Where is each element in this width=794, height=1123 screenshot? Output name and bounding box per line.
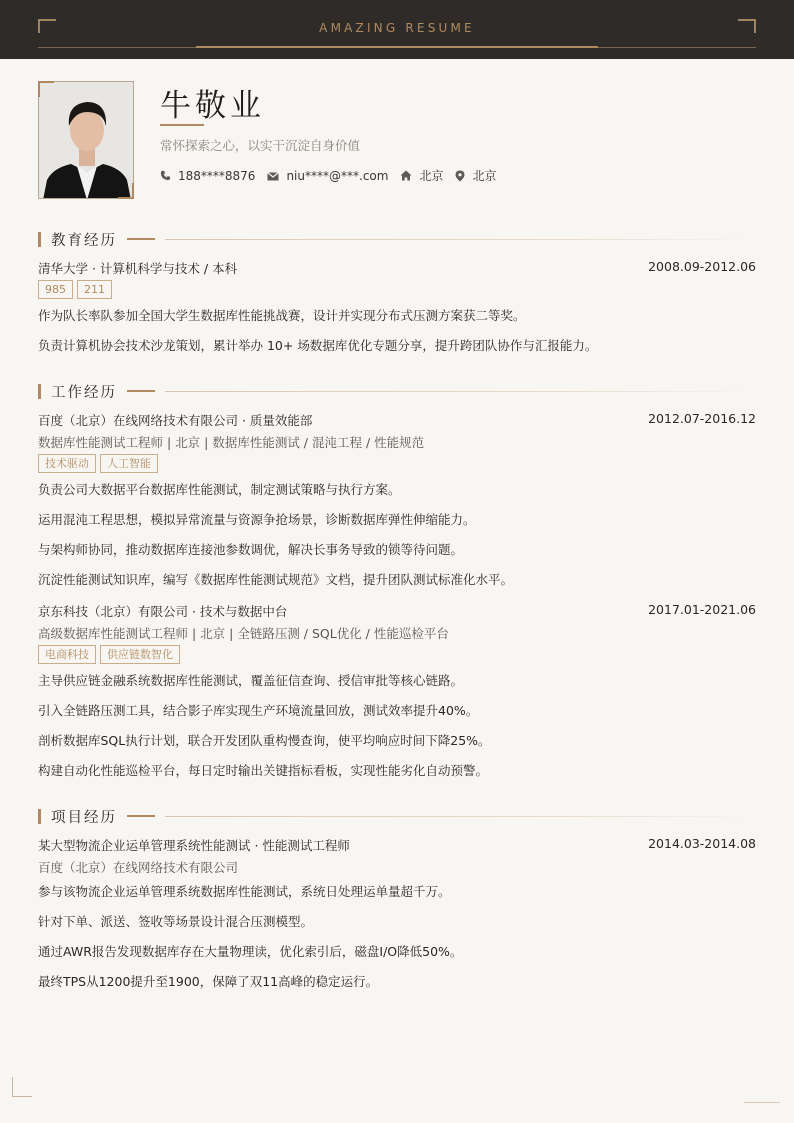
job-bullet: 运用混沌工程思想，模拟异常流量与资源争抢场景，诊断数据库弹性伸缩能力。 xyxy=(38,512,476,527)
header-bar xyxy=(0,0,794,59)
job-bullet: 与架构师协同，推动数据库连接池参数调优，解决长事务导致的锁等待问题。 xyxy=(38,542,464,557)
contact-email xyxy=(267,169,388,183)
project-title: 某大型物流企业运单管理系统性能测试 · 性能测试工程师 xyxy=(38,838,350,853)
section-dash xyxy=(127,815,155,817)
tag: 211 xyxy=(77,280,112,299)
section-dash xyxy=(127,390,155,392)
job-title: 百度（北京）在线网络技术有限公司 · 质量效能部 xyxy=(38,413,313,428)
job-tags xyxy=(38,454,162,473)
project-bullet: 参与该物流企业运单管理系统数据库性能测试，系统日处理运单量超千万。 xyxy=(38,884,451,899)
name-underline xyxy=(160,124,204,126)
location-pin-icon xyxy=(455,170,465,182)
job-bullet: 主导供应链金融系统数据库性能测试，覆盖征信查询、授信审批等核心链路。 xyxy=(38,673,464,688)
section-heading: 项目经历 xyxy=(51,809,117,826)
section-project-title xyxy=(38,808,755,824)
project-date: 2014.03-2014.08 xyxy=(648,836,756,851)
section-dash xyxy=(127,238,155,240)
job-header xyxy=(38,602,756,620)
section-rule xyxy=(165,391,755,392)
job-header xyxy=(38,411,756,429)
tag: 人工智能 xyxy=(100,454,158,473)
avatar-portrait xyxy=(39,82,134,199)
tagline: 常怀探索之心，以实干沉淀自身价值 xyxy=(160,138,361,153)
project-bullet: 针对下单、派送、签收等场景设计混合压测模型。 xyxy=(38,914,314,929)
job-title: 京东科技（北京）有限公司 · 技术与数据中台 xyxy=(38,604,288,619)
job-subtitle: 高级数据库性能测试工程师 | 北京 | 全链路压测 / SQL优化 / 性能巡检平台 xyxy=(38,626,449,641)
job-date: 2012.07-2016.12 xyxy=(648,411,756,426)
project-bullet: 通过AWR报告发现数据库存在大量物理读，优化索引后，磁盘I/O降低50%。 xyxy=(38,944,463,959)
job-bullet: 沉淀性能测试知识库，编写《数据库性能测试规范》文档，提升团队测试标准化水平。 xyxy=(38,572,514,587)
candidate-name: 牛敬业 xyxy=(160,88,265,124)
education-tags xyxy=(38,280,116,299)
section-marker xyxy=(38,809,41,824)
section-rule xyxy=(165,239,755,240)
job-bullet: 构建自动化性能巡检平台，每日定时输出关键指标看板，实现性能劣化自动预警。 xyxy=(38,763,489,778)
section-work-title xyxy=(38,383,755,399)
location-text: 北京 xyxy=(472,169,497,183)
avatar-corner-tl xyxy=(38,81,54,97)
contact-home xyxy=(400,167,443,184)
avatar-corner-br xyxy=(118,183,134,199)
education-header xyxy=(38,259,756,277)
education-bullet: 负责计算机协会技术沙龙策划，累计举办 10+ 场数据库优化专题分享，提升跨团队协作与汇报能力。 xyxy=(38,338,598,353)
contact-location xyxy=(455,167,496,184)
section-heading: 工作经历 xyxy=(51,384,117,401)
header-rule-accent xyxy=(196,46,598,48)
email-text: niu****@***.com xyxy=(286,168,389,183)
tag: 电商科技 xyxy=(38,645,96,664)
project-header xyxy=(38,836,756,854)
section-heading: 教育经历 xyxy=(51,232,117,249)
page-corner-bottom-right xyxy=(744,1102,780,1103)
tag: 985 xyxy=(38,280,73,299)
header-brand: AMAZING RESUME xyxy=(319,21,475,35)
job-date: 2017.01-2021.06 xyxy=(648,602,756,617)
education-title: 清华大学 · 计算机科学与技术 / 本科 xyxy=(38,261,238,276)
section-marker xyxy=(38,232,41,247)
education-date: 2008.09-2012.06 xyxy=(648,259,756,274)
phone-text: 188****8876 xyxy=(178,168,256,183)
page-corner-bottom-left xyxy=(12,1077,32,1097)
contact-list xyxy=(160,167,508,184)
phone-icon xyxy=(160,170,171,181)
education-bullet: 作为队长率队参加全国大学生数据库性能挑战赛，设计并实现分布式压测方案获二等奖。 xyxy=(38,308,526,323)
project-bullet: 最终TPS从1200提升至1900，保障了双11高峰的稳定运行。 xyxy=(38,974,379,989)
avatar xyxy=(38,81,134,199)
job-tags xyxy=(38,645,184,664)
section-rule xyxy=(165,816,755,817)
mail-icon xyxy=(267,171,279,181)
tag: 技术驱动 xyxy=(38,454,96,473)
home-text: 北京 xyxy=(419,169,444,183)
project-subtitle: 百度（北京）在线网络技术有限公司 xyxy=(38,860,239,875)
tag: 供应链数智化 xyxy=(100,645,180,664)
job-subtitle: 数据库性能测试工程师 | 北京 | 数据库性能测试 / 混沌工程 / 性能规范 xyxy=(38,435,425,450)
home-icon xyxy=(400,170,412,181)
job-bullet: 引入全链路压测工具，结合影子库实现生产环境流量回放，测试效率提升40%。 xyxy=(38,703,479,718)
section-marker xyxy=(38,384,41,399)
contact-phone xyxy=(160,169,255,183)
job-bullet: 剖析数据库SQL执行计划，联合开发团队重构慢查询，使平均响应时间下降25%。 xyxy=(38,733,491,748)
section-education-title xyxy=(38,231,755,247)
job-bullet: 负责公司大数据平台数据库性能测试，制定测试策略与执行方案。 xyxy=(38,482,401,497)
